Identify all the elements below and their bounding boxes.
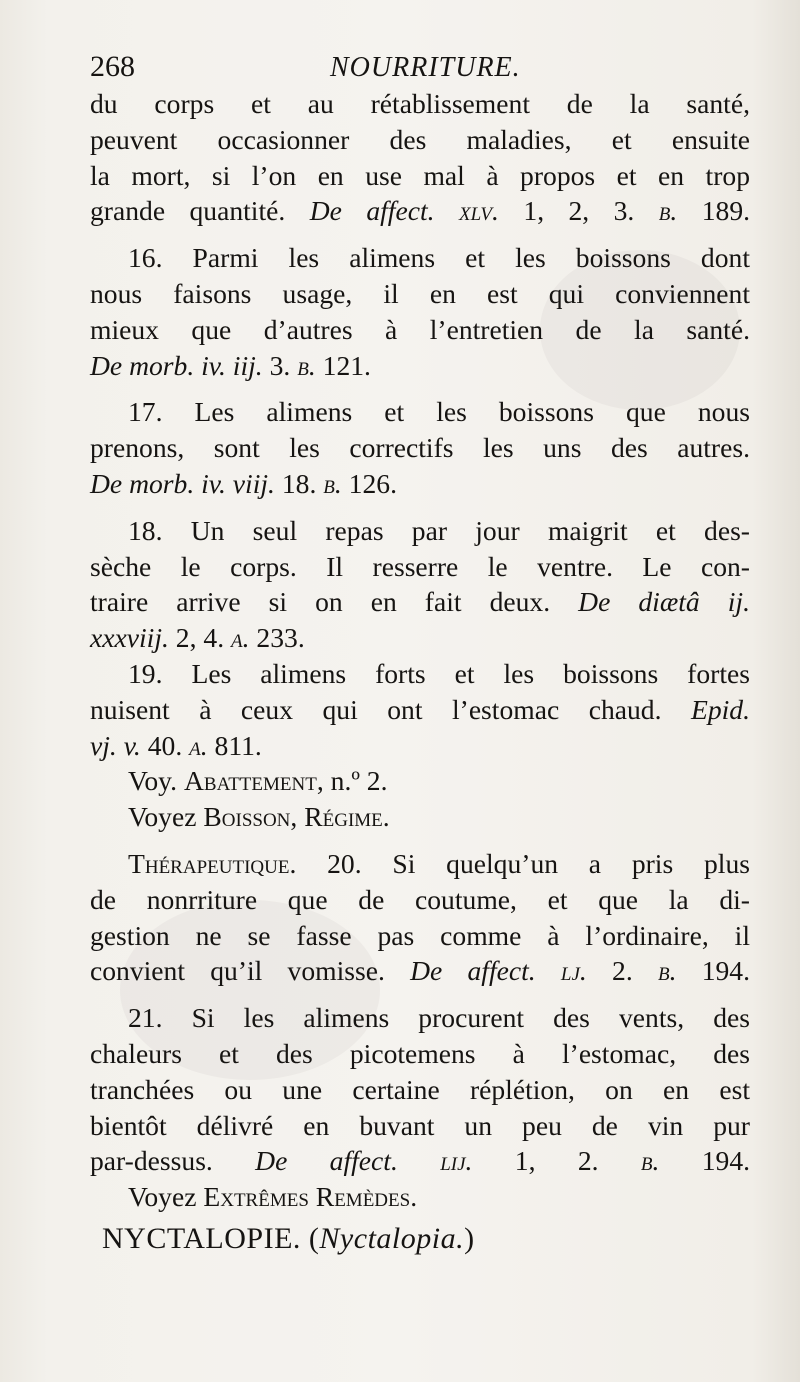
cross-reference-term: Abattement: [183, 765, 317, 797]
reference: De affect.: [255, 1145, 398, 1177]
cross-reference: [90, 799, 750, 835]
text-fragment: , n.º 2.: [316, 765, 388, 797]
text-line: [90, 953, 750, 989]
cross-reference-term: Extrêmes Remèdes: [203, 1181, 411, 1213]
text-line: [90, 584, 750, 620]
entry-heading: [102, 1222, 475, 1256]
text-line: prenons, sont les correctifs les uns des autres.: [90, 432, 750, 464]
body-text: [90, 86, 750, 1215]
text-line: 18. Un seul repas par jour maigrit et des-: [128, 514, 750, 546]
text-fragment: .: [410, 1181, 418, 1213]
text-fragment: Voyez: [128, 801, 197, 833]
text-fragment: par-dessus.: [90, 1145, 213, 1177]
text-line: nous faisons usage, il en est qui conviennent: [90, 277, 750, 309]
reference-section: 1, 2, 3.: [523, 195, 635, 227]
reference-section: 1, 2.: [514, 1145, 599, 1177]
text-fragment: traire arrive si on en fait deux.: [90, 586, 551, 618]
text-line: 21. Si les alimens procurent des vents, des: [128, 1002, 750, 1034]
cross-reference: [90, 763, 750, 799]
text-line: chaleurs et des picotemens à l’estomac, des: [90, 1037, 750, 1069]
reference-section: 40.: [147, 729, 183, 761]
section-heading: Thérapeutique.: [128, 847, 297, 879]
reference-edition: a.: [189, 729, 208, 761]
text-fragment: nuisent à ceux qui ont l’estomac chaud.: [90, 693, 662, 725]
text-line: gestion ne se fasse pas comme à l’ordinaire, il: [90, 919, 750, 951]
reference: De affect.: [410, 955, 536, 987]
reference-section: 18.: [281, 467, 317, 499]
cross-reference-term: Boisson: [203, 801, 291, 833]
reference-edition: b.: [658, 195, 678, 227]
running-head: NOURRITURE.: [330, 52, 521, 83]
reference-page: 126.: [348, 467, 397, 499]
reference-edition: b.: [640, 1145, 660, 1177]
text-line: 17. Les alimens et les boissons que nous: [128, 396, 750, 428]
text-fragment: convient qu’il vomisse.: [90, 955, 385, 987]
reference-page: 189.: [701, 195, 751, 227]
text-fragment: Voyez: [128, 1181, 197, 1213]
reference: De diætâ ij.: [578, 586, 750, 618]
reference: De morb. iv. viij.: [90, 467, 275, 499]
reference-section: 2.: [612, 955, 633, 987]
reference: Epid.: [690, 693, 750, 725]
page-number: 268: [90, 50, 135, 83]
reference: De affect.: [309, 195, 435, 227]
reference-page: 194.: [701, 1145, 751, 1177]
entry-latin-name: Nyctalopia.: [319, 1222, 465, 1255]
reference-page: 233.: [256, 622, 305, 654]
text-line: [90, 1143, 750, 1179]
reference-edition: b.: [657, 955, 677, 987]
text-line: sèche le corps. Il resserre le ventre. Le con-: [90, 550, 750, 582]
reference-edition: a.: [231, 622, 250, 654]
text-line: de nonrriture que de coutume, et que la di-: [90, 883, 750, 915]
text-line: 16. Parmi les alimens et les boissons dont: [128, 242, 750, 274]
text-line: [90, 728, 750, 764]
reference-section: 3.: [269, 349, 291, 381]
cross-reference: [90, 1179, 750, 1215]
reference-edition: b.: [297, 349, 316, 381]
text-fragment: 20. Si quelqu’un a pris plus: [327, 847, 750, 879]
text-line: la mort, si l’on en use mal à propos et en trop: [90, 159, 750, 191]
reference: De morb. iv. iij.: [90, 349, 263, 381]
text-line: [90, 466, 750, 502]
reference-book: xxxviij.: [90, 622, 169, 654]
reference-book: vj. v.: [90, 729, 141, 761]
reference-page: 194.: [701, 955, 750, 987]
reference-edition: b.: [323, 467, 342, 499]
entry-paren-close: ): [464, 1222, 475, 1255]
text-line: mieux que d’autres à l’entretien de la santé.: [90, 313, 750, 345]
text-line: [90, 692, 750, 728]
text-line: [90, 348, 750, 384]
text-line: peuvent occasionner des maladies, et ensuite: [90, 123, 750, 155]
text-fragment: ,: [290, 801, 298, 833]
text-line: [90, 193, 750, 229]
text-line: du corps et au rétablissement de la santé,: [90, 88, 750, 119]
text-line: tranchées ou une certaine réplétion, on en est: [90, 1073, 750, 1105]
text-line: [90, 846, 750, 882]
reference-book: lj.: [560, 955, 587, 987]
text-line: [90, 620, 750, 656]
reference-section: 2, 4.: [175, 622, 225, 654]
reference-page: 121.: [322, 349, 371, 381]
text-line: 19. Les alimens forts et les boissons fortes: [128, 657, 750, 689]
reference-book: lij.: [440, 1145, 473, 1177]
cross-reference-term: Régime: [304, 801, 383, 833]
text-fragment: Voy.: [128, 765, 178, 797]
text-fragment: .: [382, 801, 390, 833]
page-header: [90, 44, 750, 88]
entry-paren-open: (: [308, 1222, 320, 1255]
text-line: bientôt délivré en buvant un peu de vin pur: [90, 1109, 750, 1141]
entry-title: NYCTALOPIE.: [102, 1222, 301, 1255]
reference-page: 811.: [214, 729, 262, 761]
text-fragment: grande quantité.: [90, 195, 286, 227]
reference-book: xlv.: [458, 195, 499, 227]
